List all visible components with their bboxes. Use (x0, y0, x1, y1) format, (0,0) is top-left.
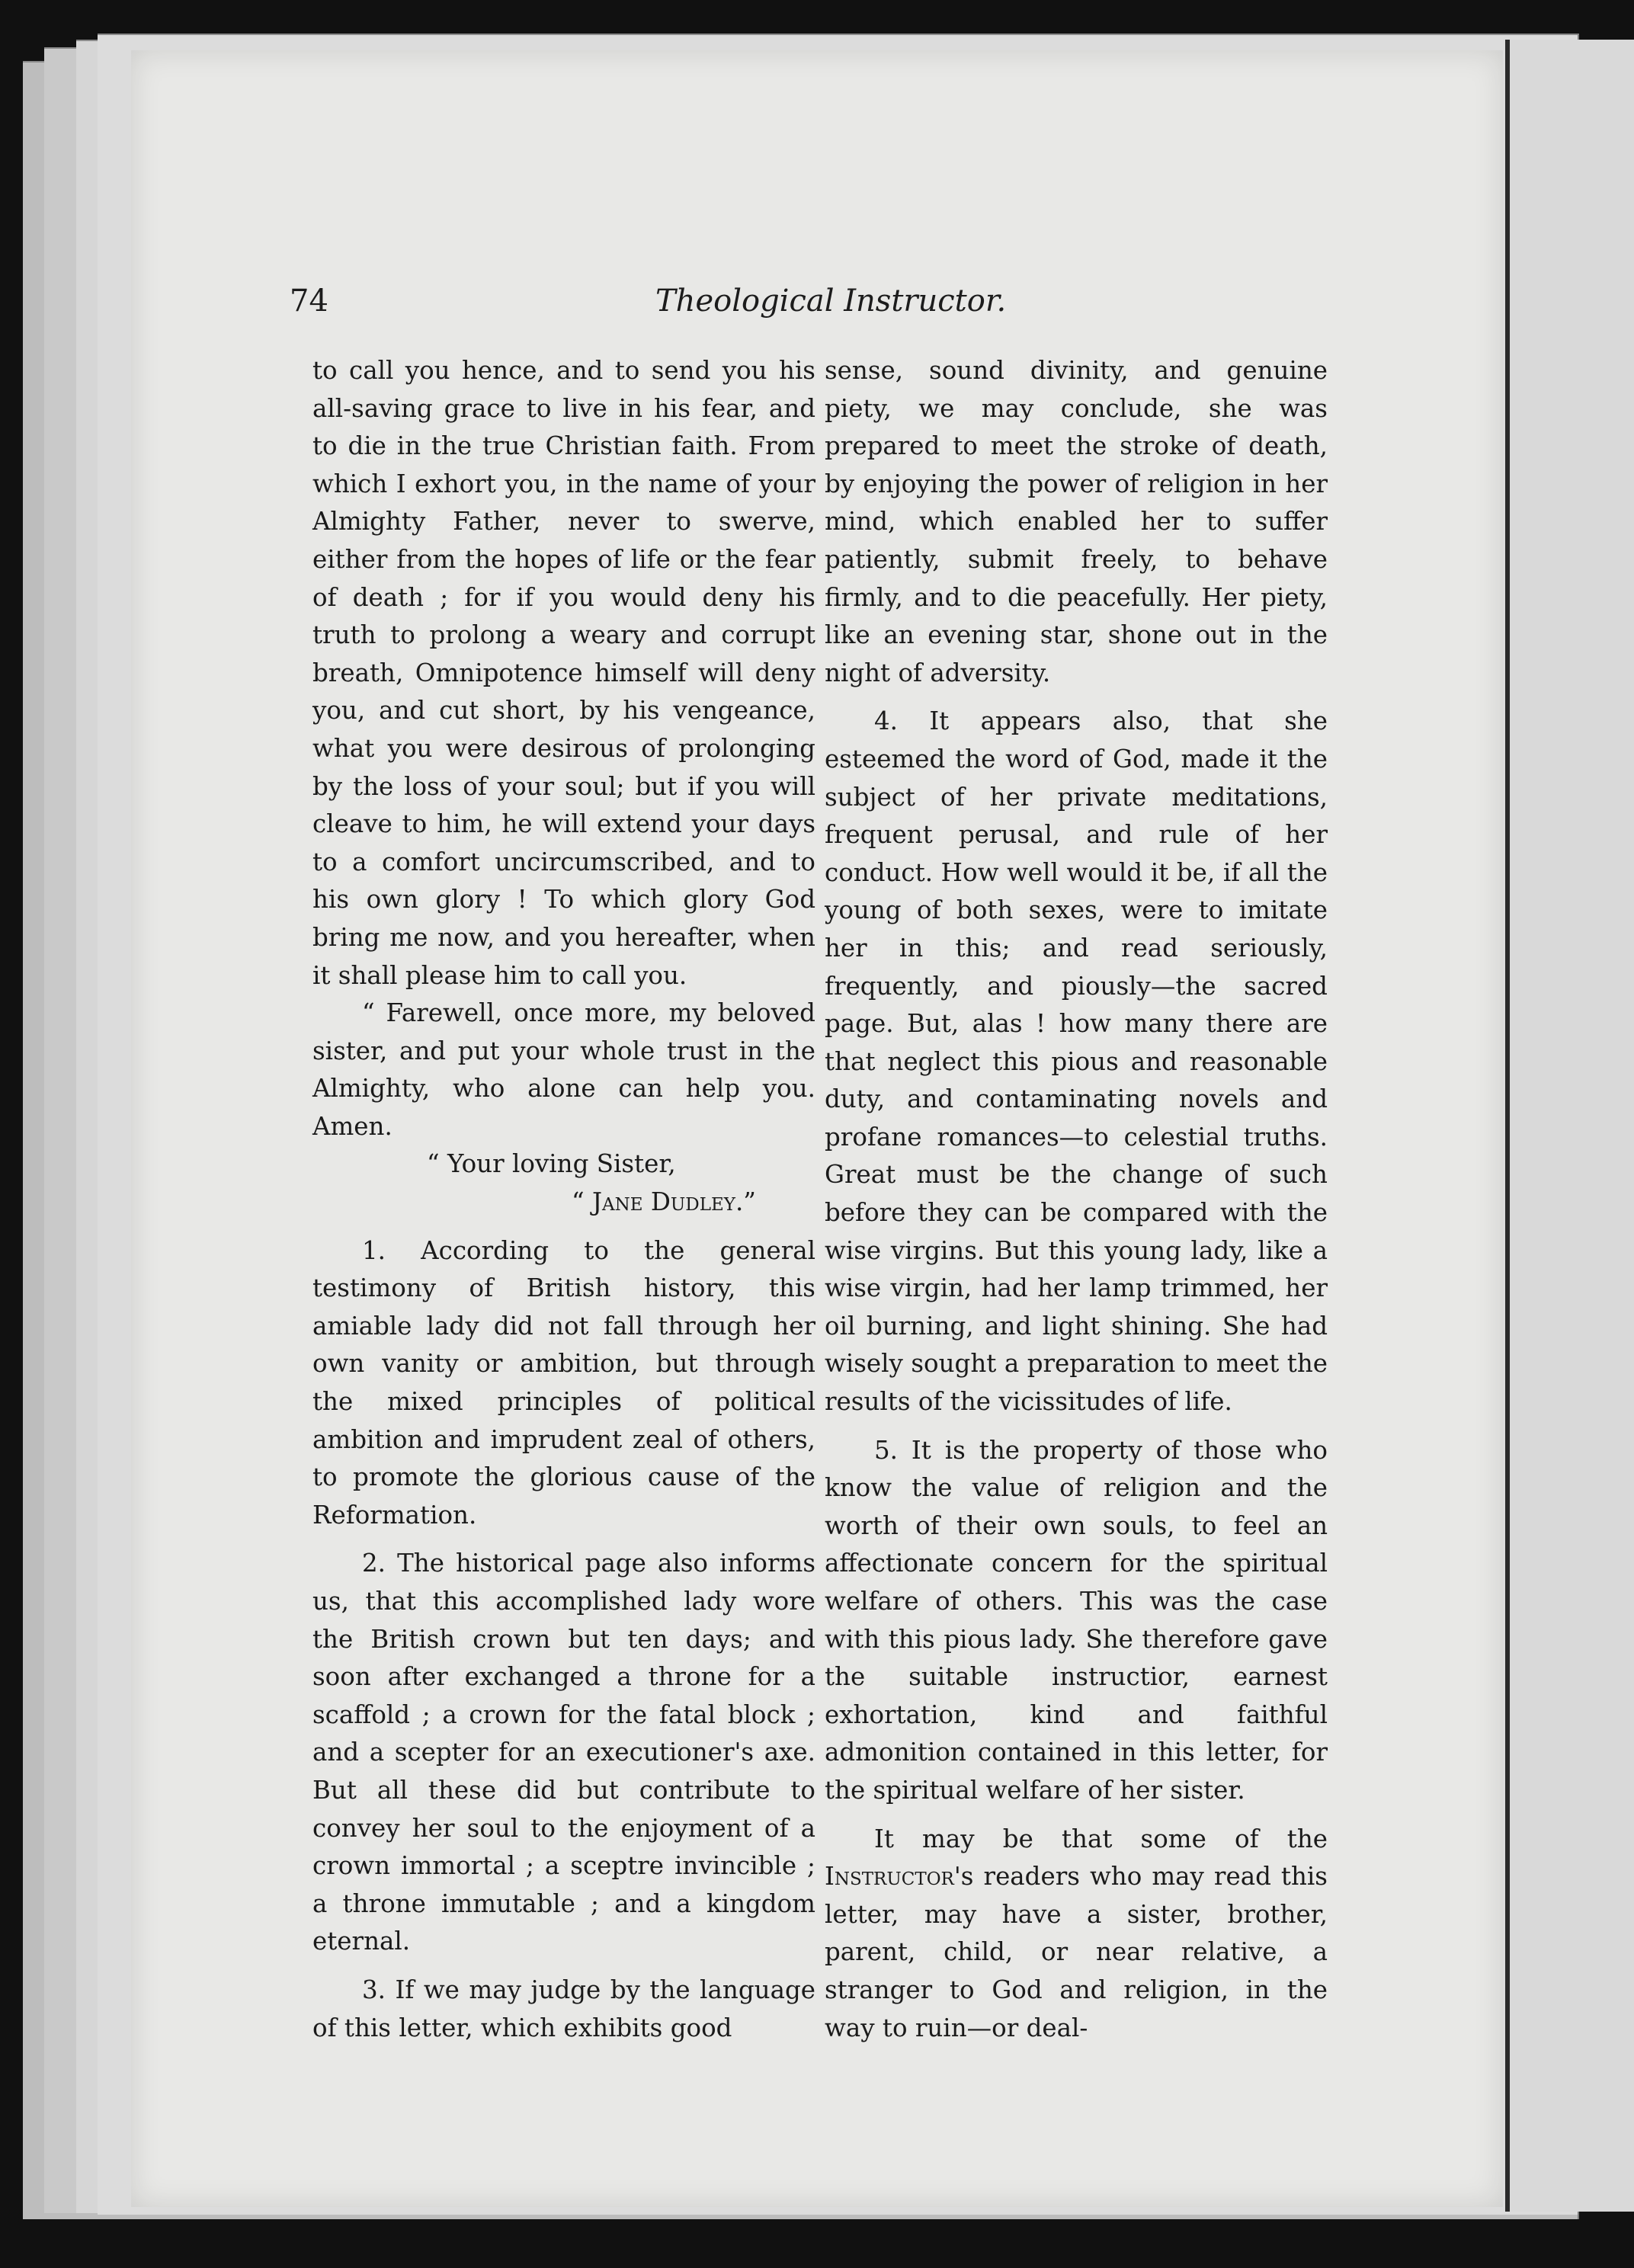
paragraph: 1. According to the general testimony of British history, this amiable lady did not fall through her own vanity or ambition, but through the mixed principles of political ambition and imprudent zeal of others, to promote the glorious cause of the Reformation. (312, 1235, 815, 1530)
paragraph: 5. It is the property of those who know the value of religion and the worth of their own souls, to feel an affectionate concern for the spiritual welfare of others. This was the case with this pious lady. She therefore gave the suitable instructior, earnest exhortation, kind and faithful admonition contained in this letter, for the spiritual welfare of her sister. (825, 1435, 1328, 1805)
running-head (290, 284, 1007, 329)
paragraph: 2. The historical page also informs us, that this accomplished lady wore the British crown but ten days; and soon after exchanged a throne for a scaffold ; a crown for the fatal block ; and a scepter for an executioner's axe. But all these did but contribute to convey her soul to the enjoyment of a crown immortal ; a sceptre invincible ; a throne immutable ; and a kingdom eternal. (312, 1549, 815, 1956)
facing-page-edge (1505, 40, 1634, 2212)
signature-name: “ Jane Dudley.” (572, 1187, 756, 1217)
paragraph: to call you hence, and to send you his all-saving grace to live in his fear, and to die in the true Christian faith. From which I exhort you, in the name of your Almighty Father, never to swerve, either from the hopes of life or the fear of death ; for if you would deny his truth to prolong a weary and corrupt breath, Omnipotence himself will deny you, and cut short, by his vengeance, what you were desirous of prolonging by the loss of your soul; but if you will cleave to him, he will extend your days to a comfort uncircumscribed, and to his own glory ! To which glory God bring me now, and you hereafter, when it shall please him to call you. (312, 356, 815, 990)
paragraph-text: It may be that some of the (874, 1824, 1328, 1853)
right-column (825, 352, 1328, 2047)
paragraph (825, 1821, 1328, 2048)
publication-name: Instructor (825, 1862, 954, 1892)
paragraph: sense, sound divinity, and genuine piety, we may conclude, she was prepared to meet the stroke of death, by enjoying the power of religion in her mind, which enabled her to suffer patiently, submit freely, to behave firmly, and to die peacefully. Her piety, like an evening star, shone out in the night of adversity. (825, 356, 1328, 687)
paragraph: 4. It appears also, that she esteemed the word of God, made it the subject of her private meditations, frequent perusal, and rule of her conduct. How well would it be, if all the young of both sexes, were to imitate her in this; and read seriously, frequently, and piously—the sacred page. But, alas ! how many there are that neglect this pious and reasonable duty, and contaminating novels and profane romances—to celestial truths. Great must be the change of such before they can be compared with the wise virgins. But this young lady, like a wise virgin, had her lamp trimmed, her oil burning, and light shining. She had wisely sought a preparation to meet the results of the vicissitudes of life. (825, 706, 1328, 1417)
paragraph: 3. If we may judge by the language of this letter, which exhibits good (312, 1975, 815, 2042)
paragraph-text: 's readers who may read this letter, may have a sister, brother, parent, child, or near relative, a stranger to God and religion, in the way to ruin—or deal- (825, 1862, 1328, 2042)
page-number: 74 (290, 284, 328, 319)
running-title: Theological Instructor. (655, 284, 1007, 319)
signature-line: “ Your loving Sister, (427, 1149, 676, 1179)
left-column (312, 352, 815, 2047)
paragraph: “ Farewell, once more, my beloved sister, and put your whole trust in the Almighty, who alone can help you. Amen. (312, 998, 815, 1141)
